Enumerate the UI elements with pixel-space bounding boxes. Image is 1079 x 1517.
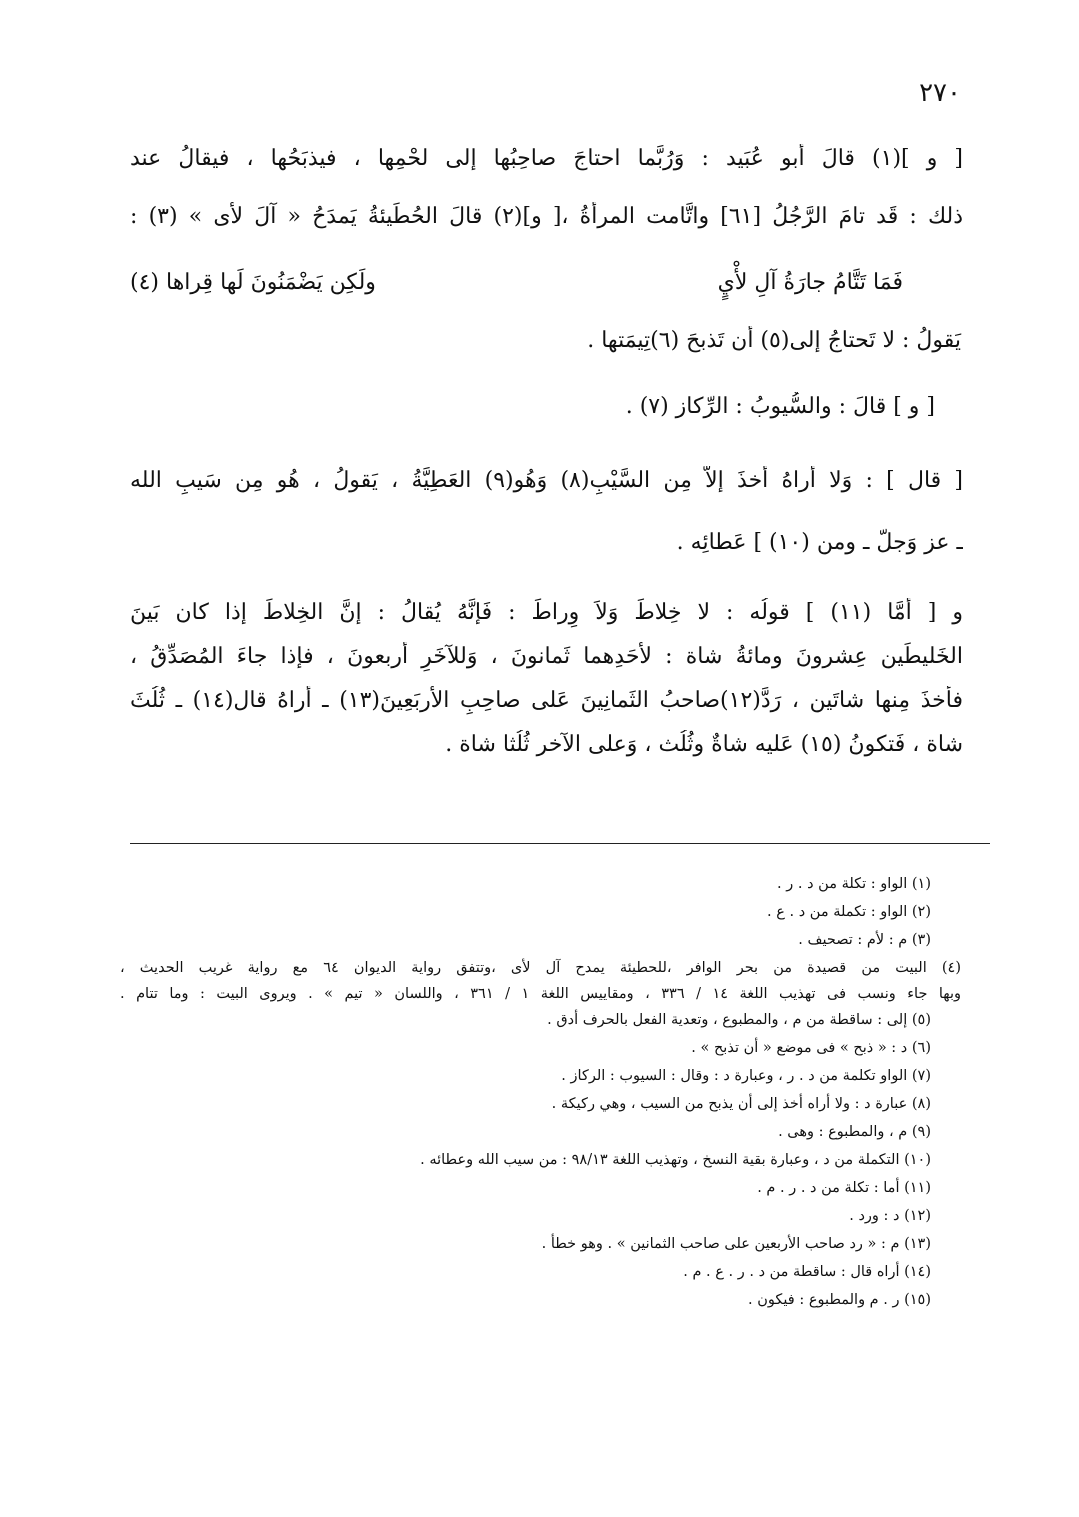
footnote: (٦) د : « ذبح » فى موضع « أن تذبح » . [691, 1040, 931, 1056]
paragraph-line: فأخذَ مِنها شاتَين ، رَدَّ(١٢)صاحبُ الثَمانِينَ عَلى صاحِبِ الأربَعِينَ(١٣) ـ أراهُ قال(١٤) ـ ثُلُثَ [130, 688, 963, 713]
paragraph-line: و [ أمَّا (١١) ] قولُه : لا خِلاطَ وَلاَ وِراطَ : فَإنَّهُ يُقالُ : إنَّ الخِلاطَ إذا كان بَينَ [130, 600, 963, 625]
footnote: (٩) م ، والمطبوع : وهى . [778, 1124, 931, 1140]
paragraph-line: [ و ](١) قالَ أبو عُبَيد : وَرُبَّما احتاجَ صاحِبُها إلى لحْمِها ، فيذبَحُها ، فيقالُ عند [130, 146, 963, 171]
verse-hemistich-first: فَمَا تَتَّامُ جارَةُ آلِ لأْيٍ [717, 270, 903, 295]
paragraph-line: ذلك : قَد تامَ الرَّجُلُ [٦١] واتَّامت المرأةُ ،[ و](٢) قالَ الحُطَيئةُ يَمدَحُ « آلَ لأْى » (٣) : [130, 204, 963, 229]
footnote: (٧) الواو تكلمة من د . ر ، وعبارة د : وقال : السيوب : الركاز . [561, 1068, 931, 1084]
footnote: (١) الواو : تكلة من د . ر . [777, 876, 931, 892]
paragraph-line: الخَليطَين عِشرونَ ومائةُ شاة : لأحَدِهما ثَمانونَ ، وَللآخَرِ أربعونَ ، فإذا جاءَ المُصَدِّقُ ، [130, 644, 963, 669]
paragraph-line: [ قال ] : وَلا أراهُ أخذَ إلاَّ مِن السَّيْبِ(٨) وَهُو(٩) العَطِيَّةُ ، يَقولُ ، هُو مِن سَيبِ الله [130, 468, 963, 493]
main-text [130, 138, 963, 760]
paragraph-line: شاة ، فَتكونُ (١٥) عَليه شاةٌ وثُلُث ، وَعلى الآخر ثُلُثا شاة . [445, 732, 963, 757]
footnote: (١١) أما : تكلة من د . ر . م . [757, 1180, 931, 1196]
footnote: (٤) البيت من قصيدة من بحر الوافر ،للحطيئة يمدح آل لأى ،وتتفق رواية الديوان ٦٤ مع رواية غريب الحديث ، [120, 960, 961, 976]
paragraph-line: [ و ] قالَ : والسُّيوبُ : الرِّكاز (٧) . [625, 394, 935, 419]
footnote-divider [130, 843, 990, 844]
paragraph-line: يَقولُ : لا تَحتاجُ إلى(٥) أن تَذبحَ (٦)تِيمَتها . [587, 328, 961, 353]
footnotes [120, 870, 961, 1314]
poetry-verse [130, 268, 963, 298]
paragraph-line: ـ عز وَجلّ ـ ومن (١٠) ] عَطائِه . [676, 530, 963, 555]
footnote: (٣) م : لأم : تصحيف . [798, 932, 931, 948]
footnote: (١٤) أراه قال : ساقطة من د . ر . ع . م . [683, 1264, 931, 1280]
footnote: (٨) عبارة د : ولا أراه أخذ إلى أن يذبح من السيب ، وهي ركيكة . [551, 1096, 931, 1112]
footnote: (١٣) م : « رد صاحب الأربعين على صاحب الثمانين » . وهو خطأ . [541, 1236, 931, 1252]
footnote: (١٠) التكملة من د ، وعبارة بقية النسخ ، وتهذيب اللغة ٩٨/١٣ : من سيب الله وعطائه . [420, 1152, 931, 1168]
footnote-continuation: وبها جاء ونسب فى تهذيب اللغة ١٤ / ٣٣٦ ، ومقاييس اللغة ١ / ٣٦١ ، واللسان « تيم » . ويروى البيت : وما تتام . [120, 986, 961, 1002]
page-number: ٢٧٠ [919, 78, 961, 108]
footnote: (١٥) ر . م والمطبوع : فيكون . [748, 1292, 931, 1308]
footnote: (١٢) د : ورد . [849, 1208, 931, 1224]
verse-hemistich-second: ولَكِن يَضْمَنُونَ لَها قِراها (٤) [130, 270, 376, 295]
footnote: (٢) الواو : تكملة من د . ع . [767, 904, 931, 920]
footnote: (٥) إلى : ساقطة من م ، والمطبوع ، وتعدية الفعل بالحرف أدق . [547, 1012, 931, 1028]
